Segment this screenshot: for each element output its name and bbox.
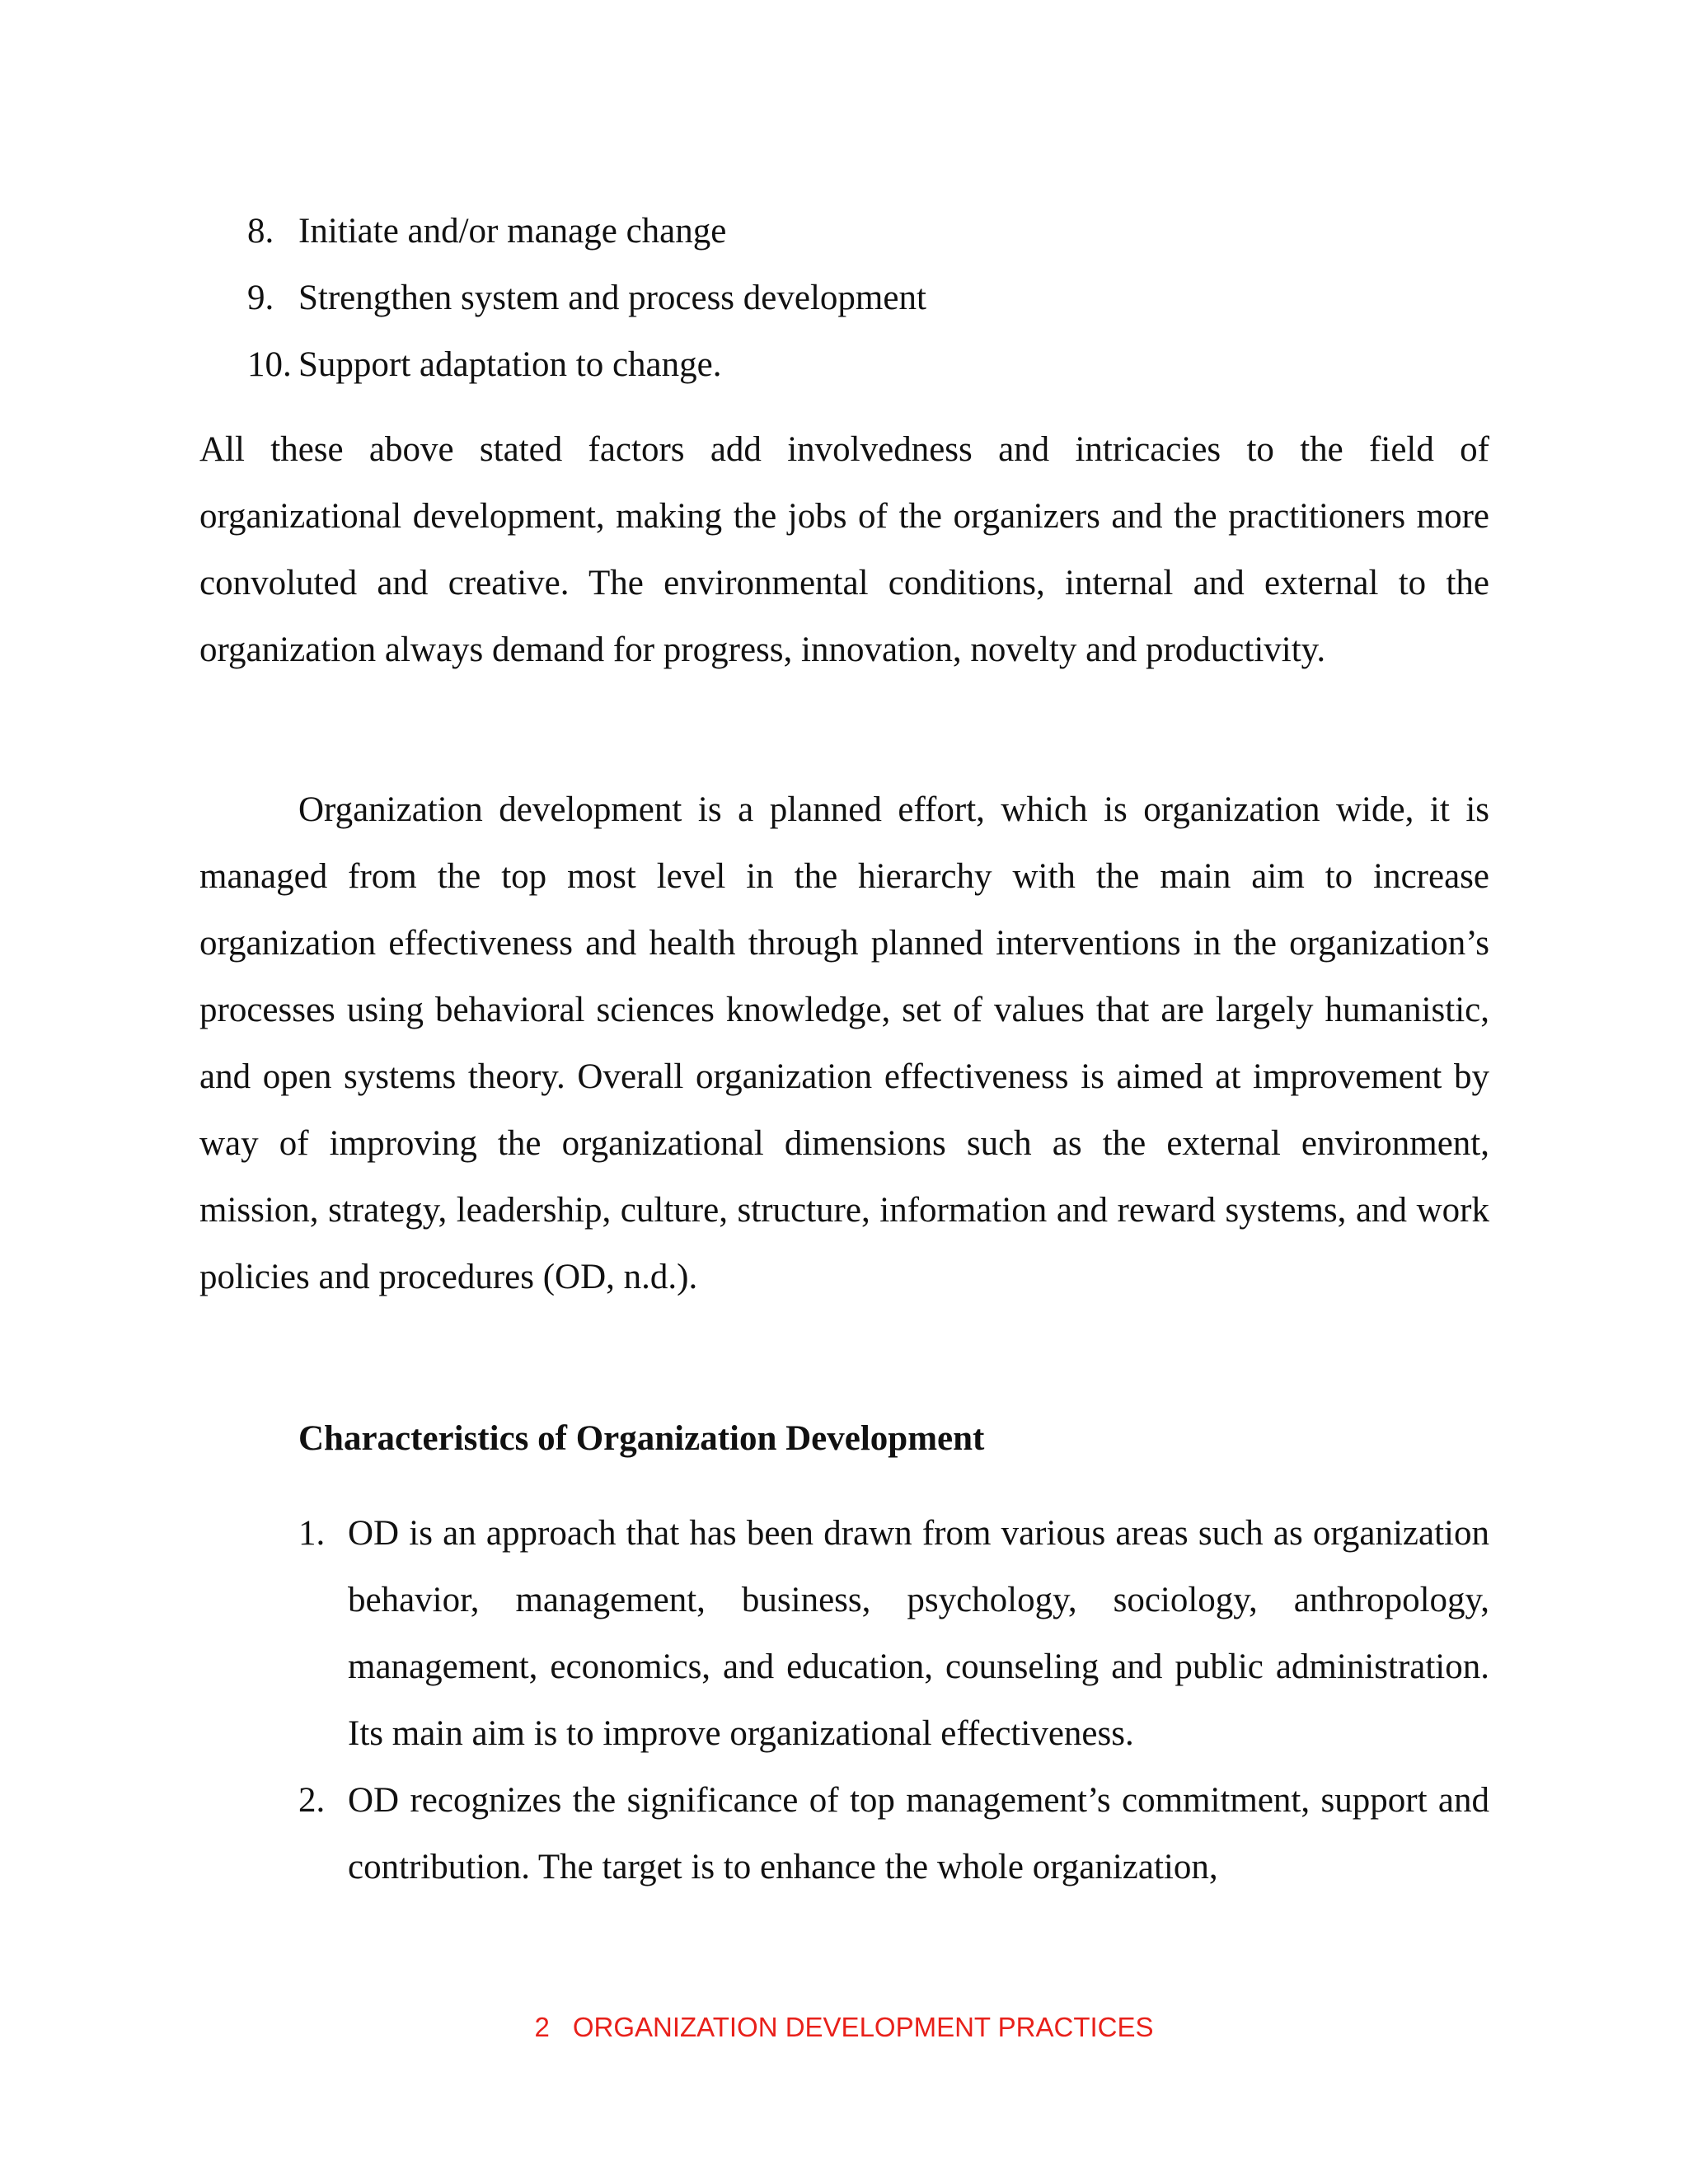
page-footer xyxy=(0,2008,1688,2046)
numbered-list-continued xyxy=(247,198,1484,398)
body-paragraph: All these above stated factors add involvedness and intricacies to the field of organizational development, making the jobs of the organizers and the practitioners more convoluted and creative. The environmental conditions, internal and external to the organization always demand for progress, innovation, novelty and productivity. xyxy=(199,430,1489,669)
list-item-number: 9. xyxy=(247,279,274,317)
page-number: 2 xyxy=(534,2012,550,2042)
list-item xyxy=(298,1500,1489,1767)
list-item-text: Strengthen system and process development xyxy=(298,279,926,317)
list-item-text: Support adaptation to change. xyxy=(298,345,722,384)
section-heading: Characteristics of Organization Development xyxy=(298,1419,985,1458)
running-title: ORGANIZATION DEVELOPMENT PRACTICES xyxy=(572,2012,1154,2042)
list-item-number: 1. xyxy=(298,1514,326,1553)
list-item-text: OD is an approach that has been drawn from various areas such as organization behavior, management, business, psychology, sociology, anthropology, management, economics, and education, counseling and public administration. Its main aim is to improve organizational effectiveness. xyxy=(348,1514,1489,1753)
list-item xyxy=(298,1767,1489,1900)
body-paragraph: Organization development is a planned effort, which is organization wide, it is managed from the top most level in the hierarchy with the main aim to increase organization effectiveness and health through planned interventions in the organization’s processes using behavioral sciences knowledge, set of values that are largely humanistic, and open systems theory. Overall organization effectiveness is aimed at improvement by way of improving the organizational dimensions such as the external environment, mission, strategy, leadership, culture, structure, information and reward systems, and work policies and procedures (OD, n.d.). xyxy=(199,790,1489,1296)
list-item-number: 2. xyxy=(298,1781,326,1820)
list-item-text: Initiate and/or manage change xyxy=(298,212,727,251)
characteristics-list xyxy=(298,1500,1489,1900)
list-item-number: 10. xyxy=(247,345,292,384)
list-item xyxy=(247,198,1484,265)
list-item xyxy=(247,331,1484,398)
list-item-text: OD recognizes the significance of top management’s commitment, support and contribution. The target is to enhance the whole organization, xyxy=(348,1781,1489,1886)
list-item-number: 8. xyxy=(247,212,274,251)
list-item xyxy=(247,265,1484,331)
